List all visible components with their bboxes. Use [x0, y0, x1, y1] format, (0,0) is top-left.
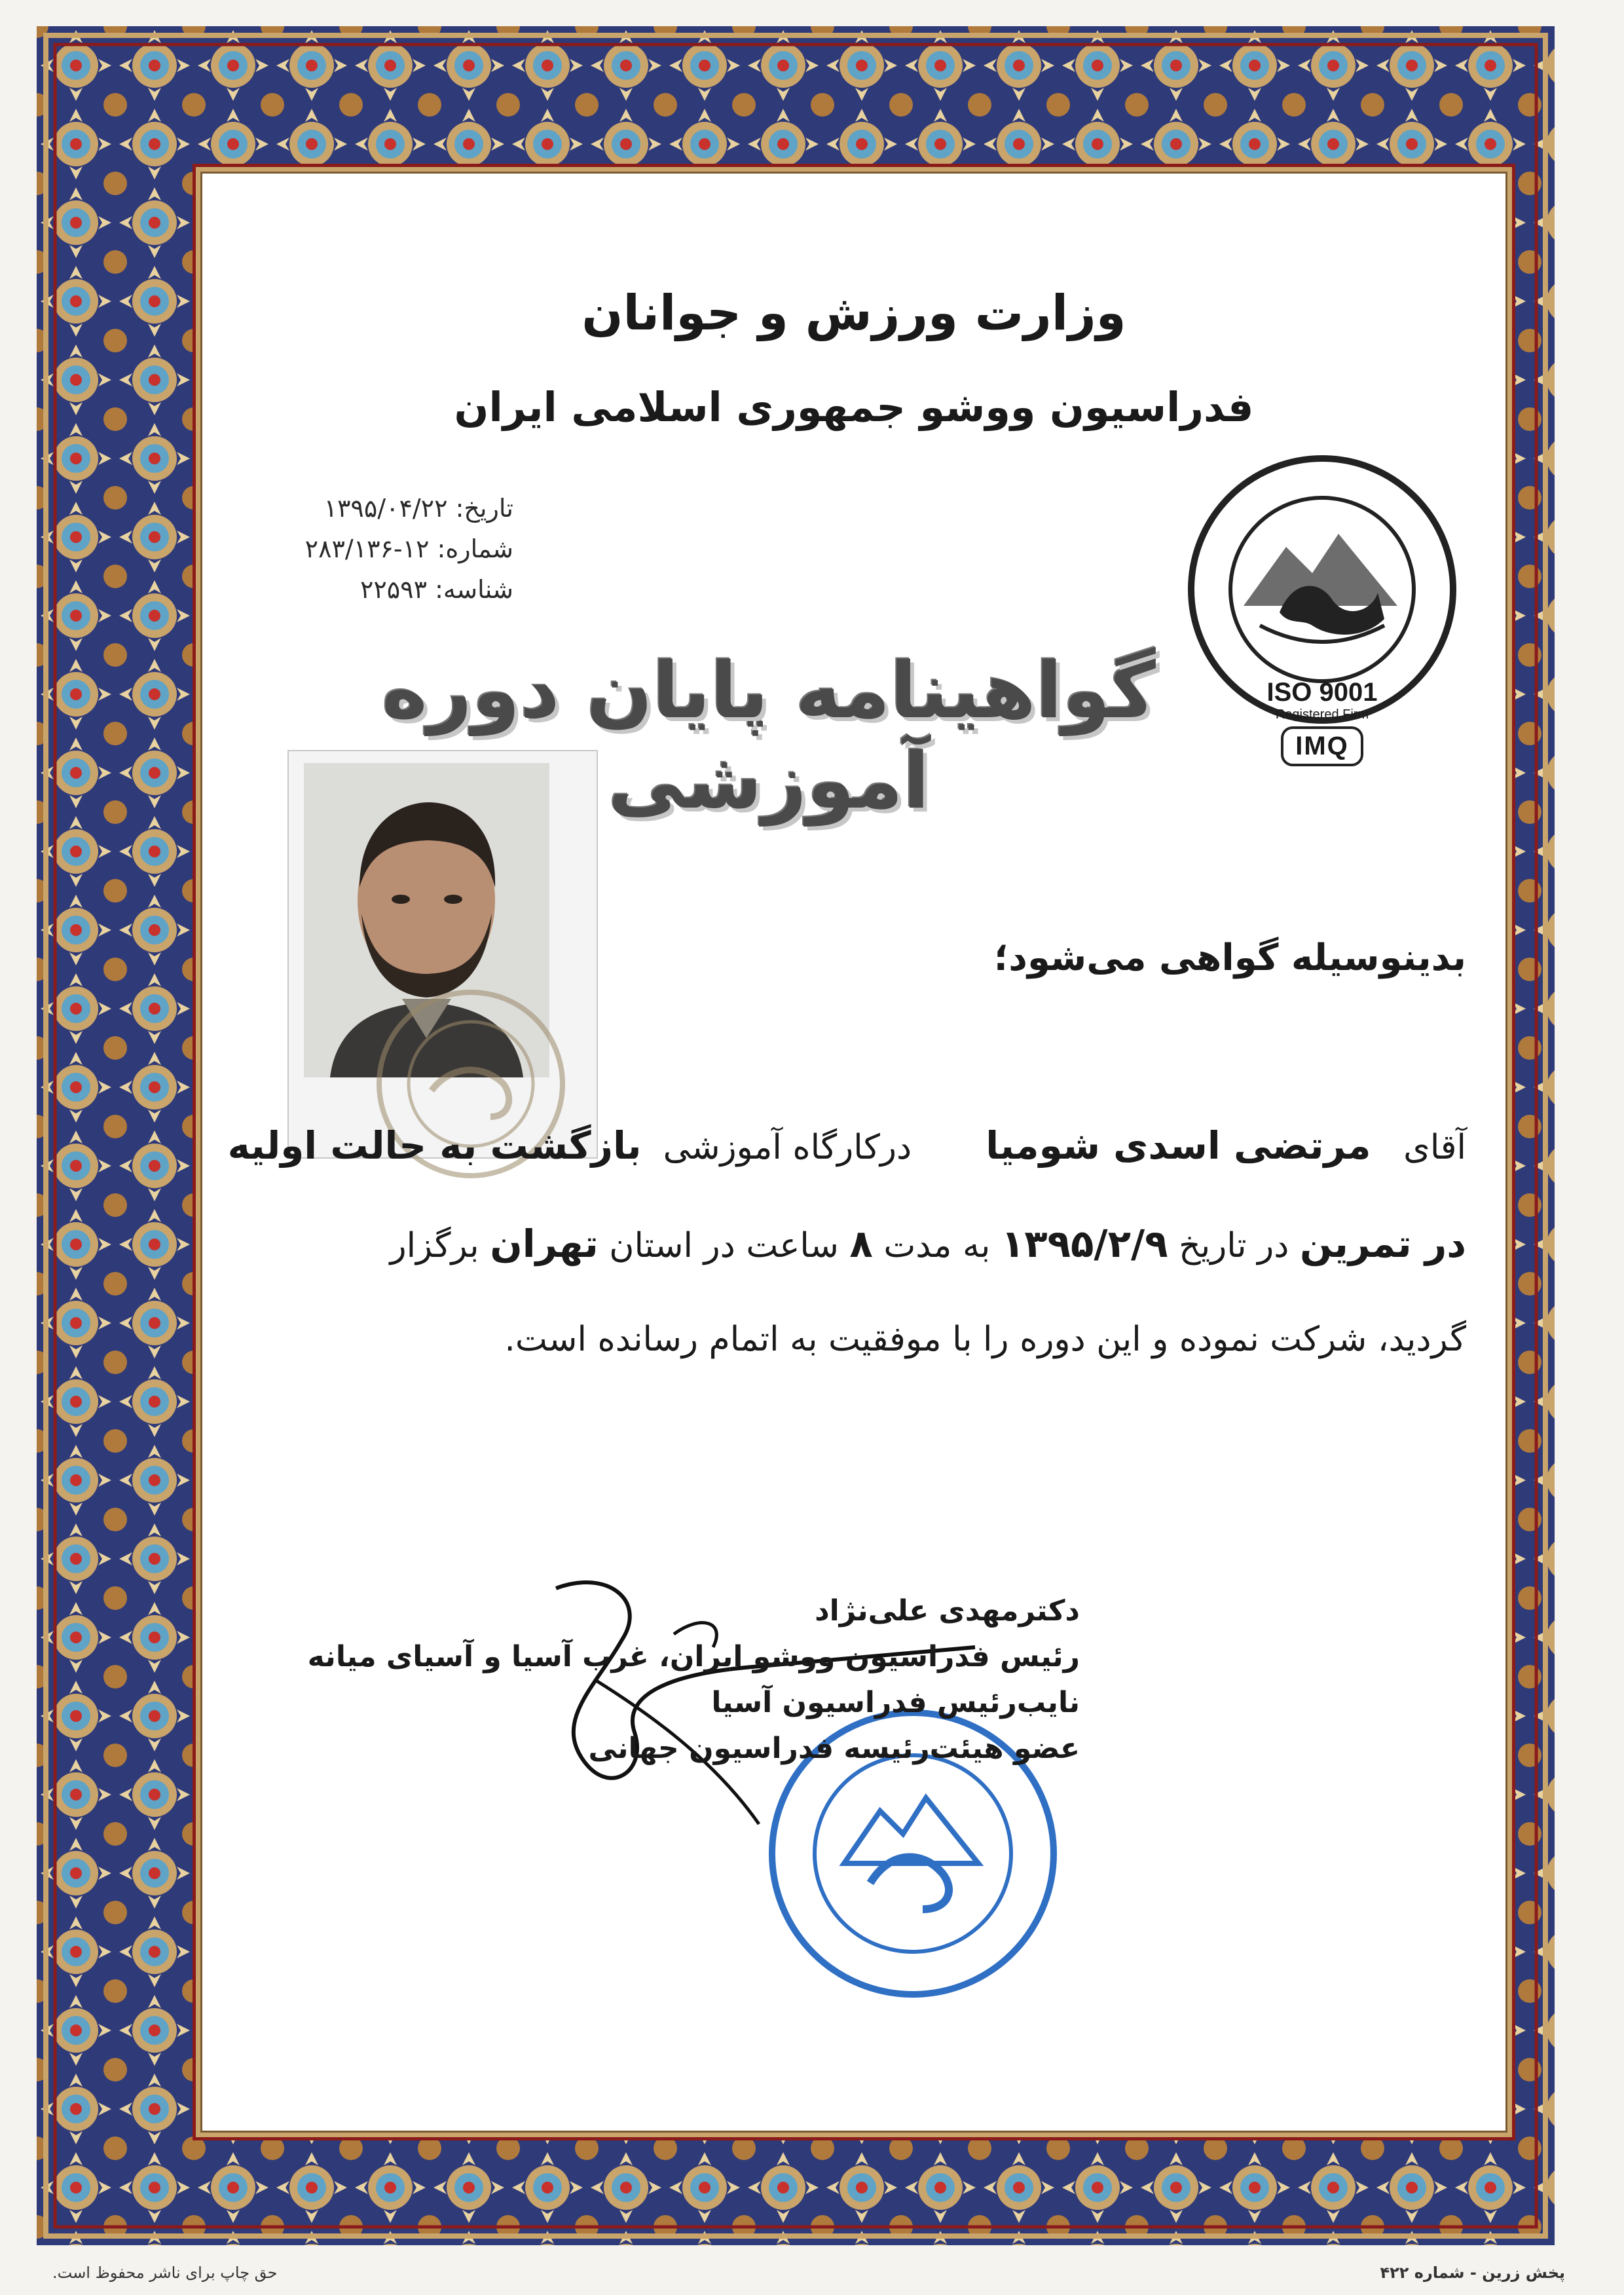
date-prefix: در تاریخ	[1179, 1226, 1289, 1265]
copyright-note: حق چاپ برای ناشر محفوظ است.	[52, 2264, 278, 2282]
reference-date: تاریخ: ۱۳۹۵/۰۴/۲۲	[323, 494, 513, 523]
course-hours: ۸	[849, 1222, 873, 1266]
iso-title: ISO 9001	[1266, 678, 1378, 707]
attestation-heading: بدینوسیله گواهی می‌شود؛	[993, 937, 1466, 979]
reference-block	[238, 488, 513, 610]
workshop-prefix: درکارگاه آموزشی	[663, 1128, 912, 1167]
duration-prefix: به مدت	[883, 1226, 991, 1265]
province-name: تهران	[490, 1222, 599, 1266]
certificate-line-1	[228, 1123, 1466, 1168]
signatory-name: دکترمهدی علی‌نژاد	[815, 1594, 1080, 1628]
practice-label: در تمرین	[1299, 1222, 1466, 1266]
certificate-line-2	[390, 1222, 1466, 1266]
ministry-heading: وزارت ورزش و جوانان	[581, 285, 1126, 341]
reference-number: شماره: ۱۲-۲۸۳/۱۳۶	[304, 534, 513, 563]
signatory-block	[307, 1588, 1080, 1772]
signatory-role-2: نایب‌رئیس فدراسیون آسیا	[711, 1686, 1080, 1719]
signatory-role-3: عضو هیئت‌رئیسه فدراسیون جهانی	[588, 1732, 1080, 1765]
imq-badge: IMQ	[1281, 726, 1363, 766]
federation-heading: فدراسیون ووشو جمهوری اسلامی ایران	[454, 383, 1254, 431]
province-prefix: ساعت در استان	[609, 1226, 839, 1265]
signatory-role-1: رئیس فدراسیون ووشو ایران، غرب آسیا و آسیای میانه	[307, 1640, 1080, 1673]
certificate-panel	[200, 172, 1507, 2133]
course-date: ۱۳۹۵/۲/۹	[1001, 1222, 1168, 1266]
ornamental-border	[37, 26, 1555, 2245]
reference-id: شناسه: ۲۲۵۹۳	[360, 575, 513, 604]
publisher-note: پخش زرین - شماره ۴۲۲	[1380, 2264, 1565, 2282]
recipient-name: مرتضی اسدی شومیا	[986, 1123, 1371, 1168]
certificate-title: گواهینامه پایان دوره آموزشی	[382, 645, 1156, 826]
held-suffix: برگزار	[390, 1226, 479, 1265]
certificate-line-3: گردید، شرکت نموده و این دوره را با موفقیت به اتمام رسانده است.	[504, 1320, 1466, 1359]
honorific: آقای	[1403, 1128, 1466, 1167]
workshop-name: بازگشت به حالت اولیه	[227, 1123, 642, 1168]
iso-subtitle: Registered Firm	[1275, 707, 1369, 722]
